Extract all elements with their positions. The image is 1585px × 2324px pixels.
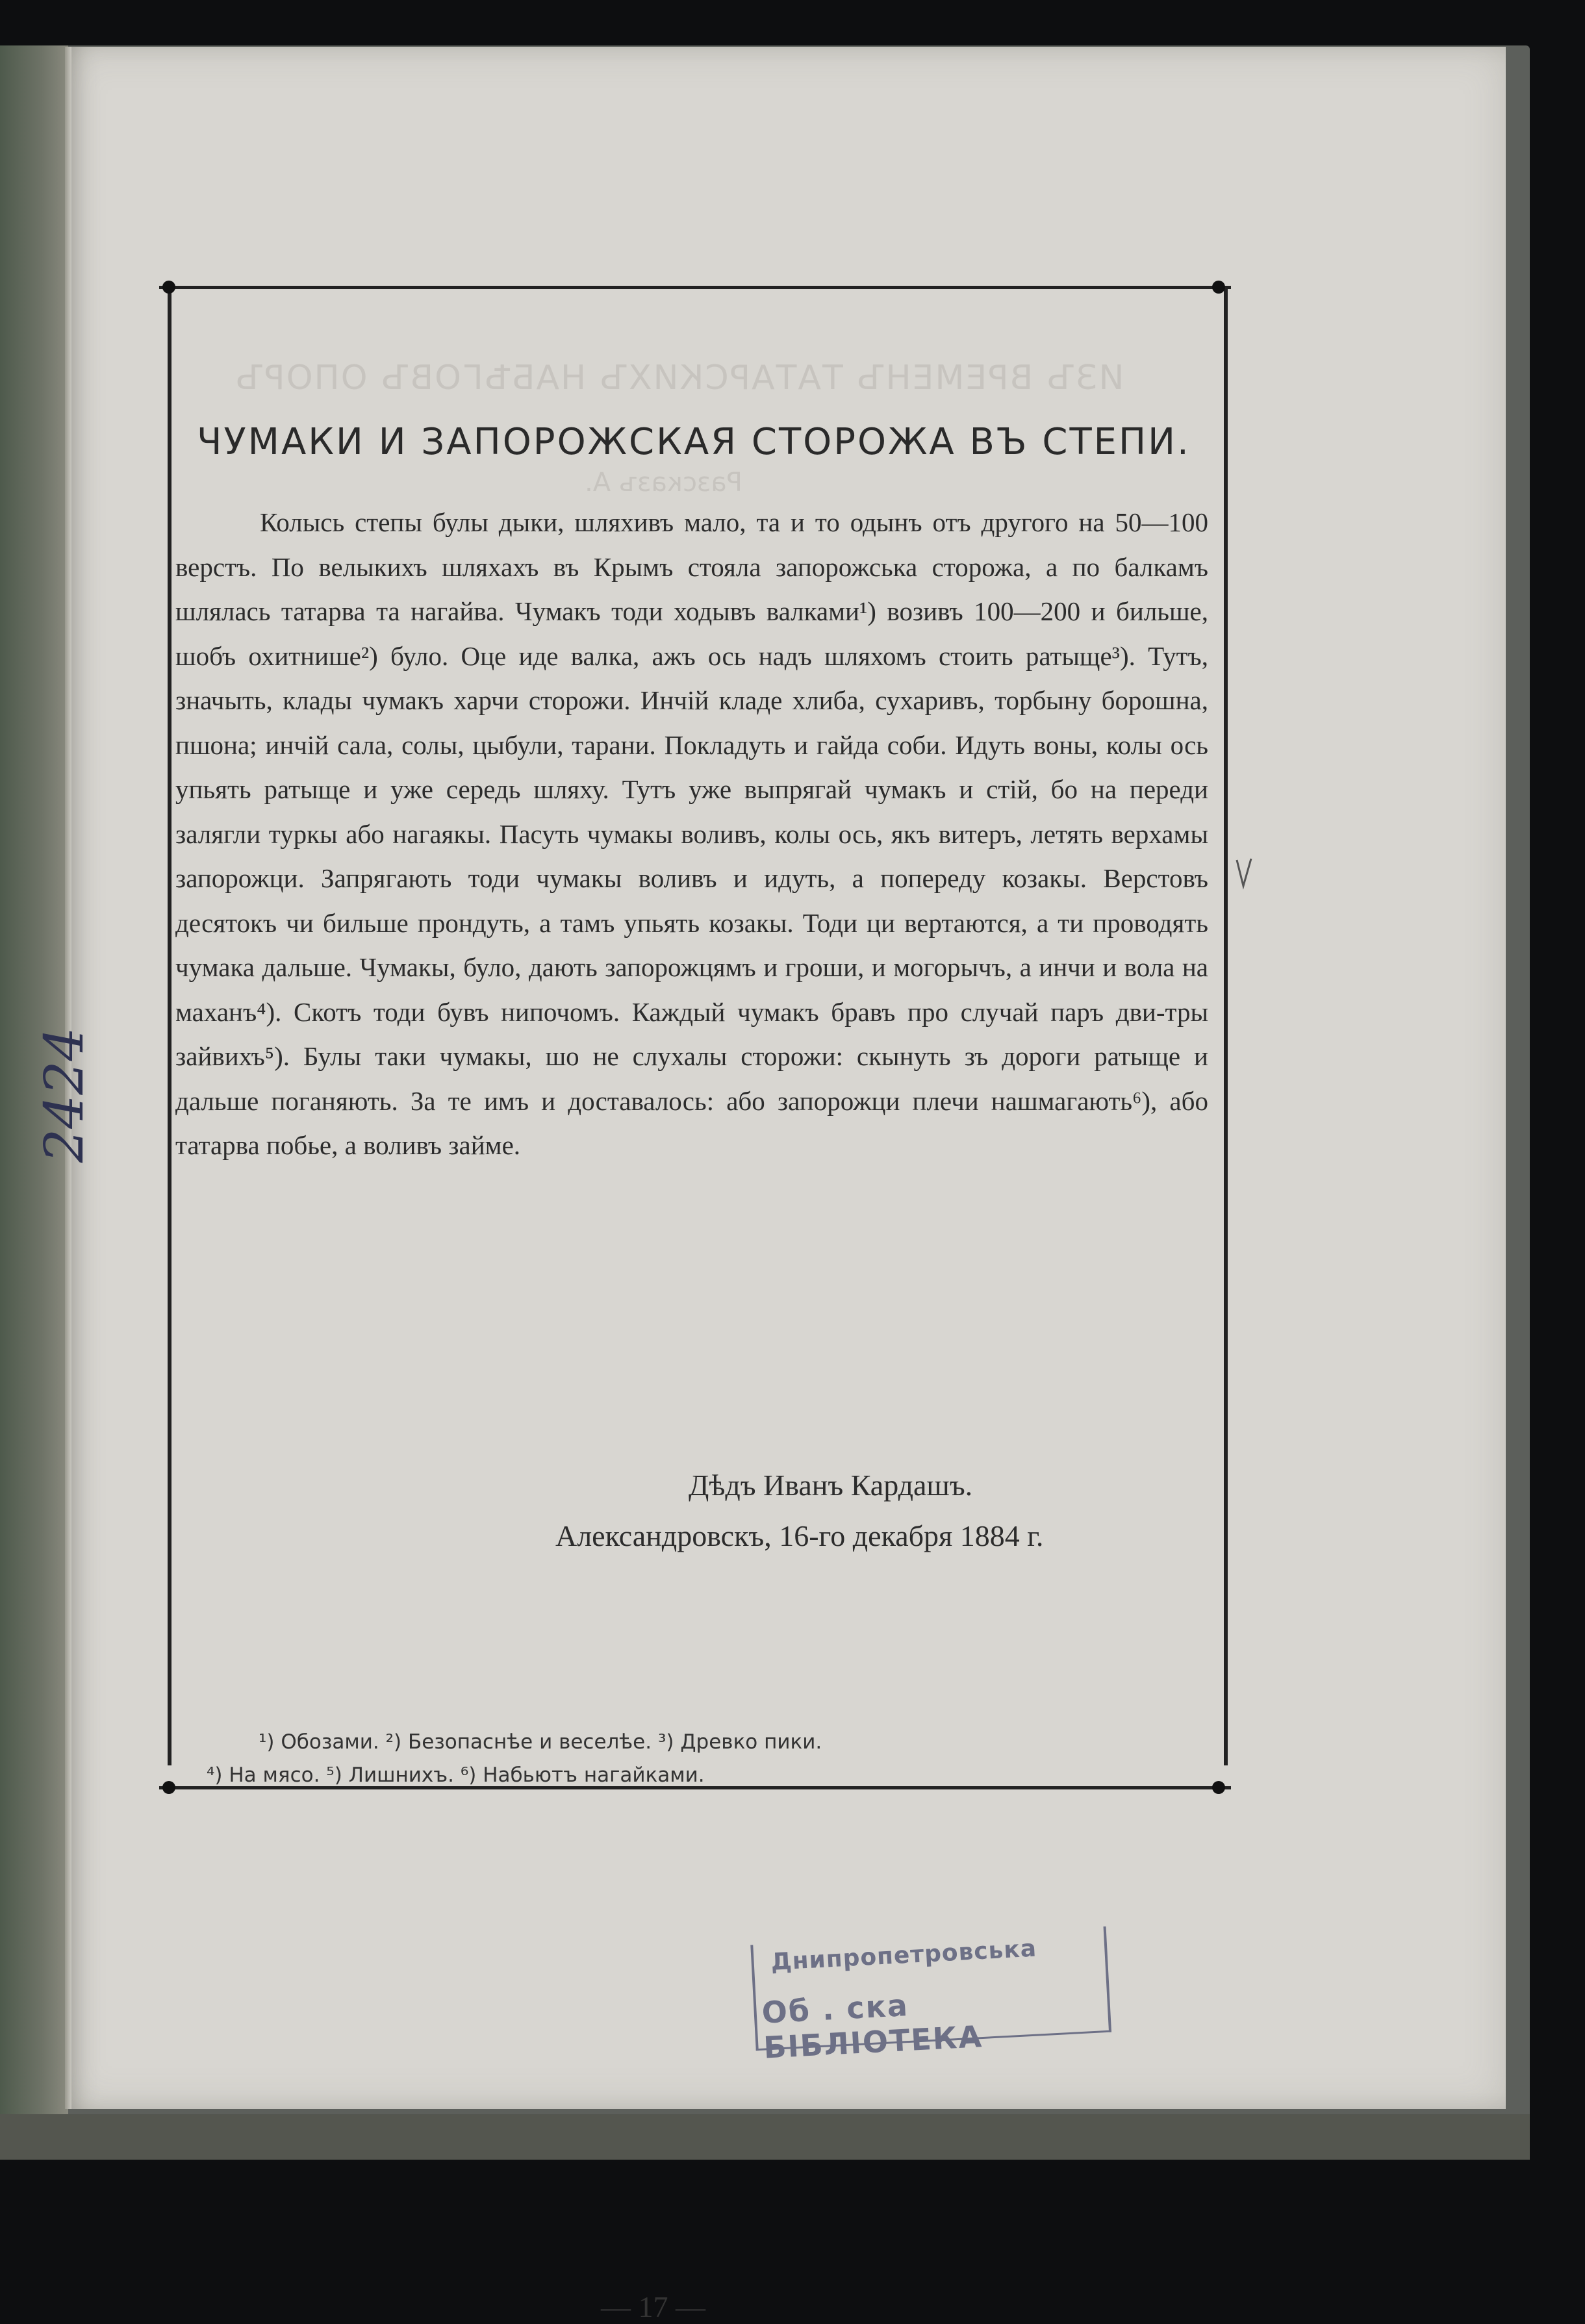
ghost-subheading: Разсказъ А. xyxy=(585,468,742,498)
page-number-display: — 17 — xyxy=(601,2290,705,2323)
footnotes-line-2: ⁴) На мясо. ⁵) Лишнихъ. ⁶) Набьютъ нагайками. xyxy=(207,1763,705,1787)
place-and-date: Александровскъ, 16-го декабря 1884 г. xyxy=(555,1519,1044,1552)
frame-corner-ornament xyxy=(162,281,175,294)
pencil-tick-mark xyxy=(1234,857,1254,890)
footnotes-line-1: ¹) Обозами. ²) Безопаснѣе и веселѣе. ³) Древко пики. xyxy=(259,1730,822,1754)
ghost-heading: ИЗЪ ВРЕМЕНЪ ТАТАРСКИХЪ НАБѢГОВЪ ОПОРЪ xyxy=(234,359,1124,398)
frame-top-rule xyxy=(159,286,1231,289)
frame-corner-ornament xyxy=(1212,281,1225,294)
frame-corner-ornament xyxy=(1212,1781,1225,1794)
handwritten-inventory-number: 2424 xyxy=(34,1027,95,1163)
article-body: Колысь степы булы дыки, шляхивъ мало, та и то одынъ отъ другого на 50—100 верстъ. По велыкихъ шляхахъ въ Крымъ стояла запорожська сторожа, а по балкамъ шлялась татарва та нагайва. Чумакъ тоди ходывъ валками¹) возивъ 100—200 и бильше, шобъ охитнише²) було. Оце иде валка, ажъ ось надъ шляхомъ стоить ратыще³). Тутъ, значыть, клады чумакъ харчи сторожи. Инчій кладе хлиба, сухаривъ, торбыну борошна, пшона; инчій сала, солы, цыбули, тарани. Покладуть и гайда соби. Идуть воны, колы ось упьять ратыще и уже середь шляху. Тутъ уже выпрягай чумакъ и стій, бо на переди залягли туркы або нагаякы. Пасуть чумакы воливъ, колы ось, якъ витеръ, летять верхамы запорожци. Запрягають тоди чумакы воливъ и идуть, а попереду козакы. Верстовъ десятокъ чи бильше прондуть, а тамъ упьять козакы. Тоди ци вертаются, а ти проводять чумака дальше. Чумакы, було, дають запорожцямъ и гроши, и могорычъ, а инчи и вола на маханъ⁴). Скотъ тоди бувъ нипочомъ. Каждый чумакъ бравъ про случай паръ дви-тры зайвихъ⁵). Булы таки чумакы, шо не слухалы сторожи: скынуть зъ дороги ратыще и дальше поганяють. За те имъ и доставалось: або запорожци плечи нашмагають⁶), або татарва побье, а воливъ займе. xyxy=(175,507,1208,1160)
stamp-line-2: Об . ска БІБЛІОТЕКА xyxy=(761,1987,984,2065)
author-signature: Дѣдъ Иванъ Кардашъ. xyxy=(689,1469,973,1502)
stamp-line-1: Днипропетровська xyxy=(770,1935,1038,1976)
article-title: ЧУМАКИ И ЗАПОРОЖСКАЯ СТОРОЖА ВЪ СТЕПИ. xyxy=(197,420,1191,463)
library-stamp xyxy=(750,1926,1113,2072)
cover-bottom-edge xyxy=(0,2114,1530,2160)
frame-corner-ornament xyxy=(162,1781,175,1794)
